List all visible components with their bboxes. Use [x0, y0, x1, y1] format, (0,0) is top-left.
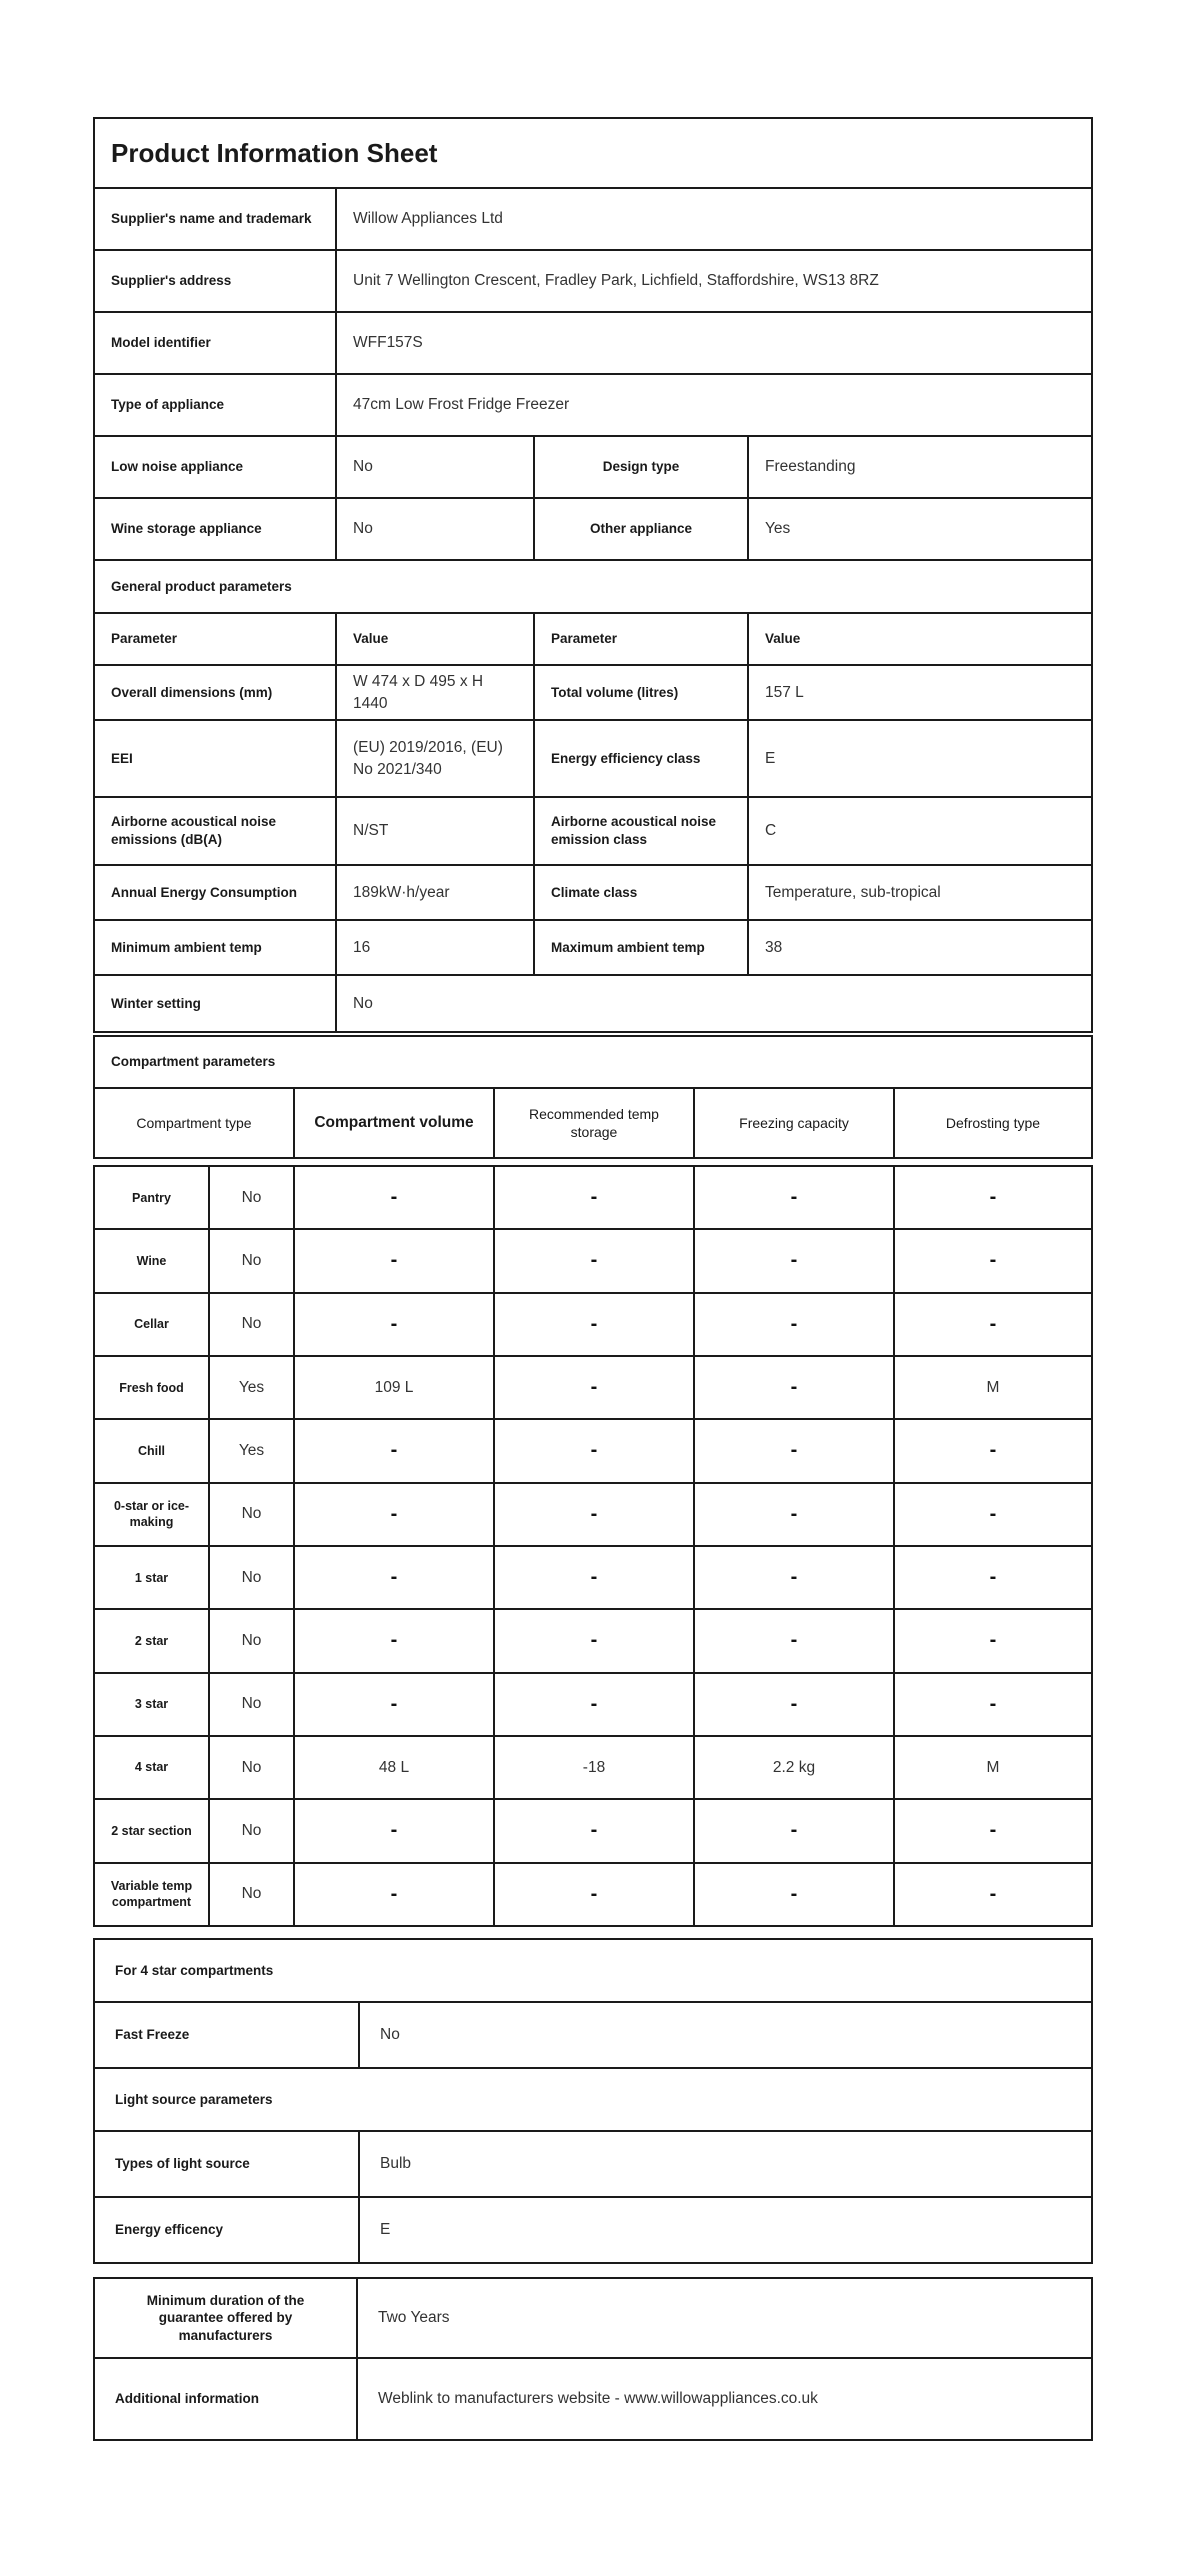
compartment-temp: - [495, 1674, 695, 1735]
col-freezing-capacity: Freezing capacity [695, 1089, 895, 1157]
compartment-present: No [210, 1674, 295, 1735]
compartment-heading: Compartment parameters [111, 1054, 276, 1070]
supplier-address-label: Supplier's address [95, 251, 337, 311]
additional-info-row [95, 2359, 1091, 2439]
compartment-present: Yes [210, 1420, 295, 1481]
compartment-present: No [210, 1864, 295, 1925]
compartment-name: Cellar [95, 1294, 210, 1355]
general-header-row [95, 614, 1091, 666]
compartment-freezing: - [695, 1294, 895, 1355]
compartment-row [95, 1864, 1091, 1925]
compartment-row [95, 1230, 1091, 1293]
compartment-volume: 109 L [295, 1357, 495, 1418]
noise-class-label: Airborne acoustical noise emission class [535, 798, 749, 864]
eei-row [95, 721, 1091, 798]
eei-value: (EU) 2019/2016, (EU) No 2021/340 [337, 721, 535, 796]
compartment-temp: -18 [495, 1737, 695, 1798]
light-efficiency-label: Energy efficency [95, 2198, 360, 2262]
compartment-row [95, 1610, 1091, 1673]
compartment-defrost: - [989, 1249, 997, 1272]
col-parameter-2: Parameter [535, 614, 749, 664]
compartment-temp: - [495, 1864, 695, 1925]
light-heading: Light source parameters [115, 2091, 273, 2107]
four-star-table [93, 1938, 1093, 2264]
compartment-volume: - [295, 1484, 495, 1545]
compartment-defrost: - [989, 1566, 997, 1589]
light-efficiency-row [95, 2198, 1091, 2262]
min-ambient-value: 16 [337, 921, 535, 974]
compartment-temp: - [495, 1610, 695, 1671]
compartment-header-table [93, 1035, 1093, 1159]
compartment-freezing: - [695, 1864, 895, 1925]
compartment-freezing: 2.2 kg [695, 1737, 895, 1798]
compartment-temp: - [495, 1357, 695, 1418]
compartment-name: 1 star [95, 1547, 210, 1608]
winter-setting-value: No [353, 994, 373, 1012]
compartment-volume: - [295, 1420, 495, 1481]
supplier-name-value: Willow Appliances Ltd [353, 210, 503, 228]
compartment-defrost: M [986, 1758, 1000, 1776]
other-appliance-label: Other appliance [535, 499, 749, 559]
appliance-type-label: Type of appliance [95, 375, 337, 435]
compartment-name: Fresh food [95, 1357, 210, 1418]
low-noise-label: Low noise appliance [95, 437, 337, 497]
col-compartment-type: Compartment type [95, 1089, 295, 1157]
compartment-name: 2 star [95, 1610, 210, 1671]
total-volume-value: 157 L [765, 683, 804, 701]
compartment-freezing: - [695, 1357, 895, 1418]
fast-freeze-value: No [380, 2026, 400, 2044]
wine-storage-label: Wine storage appliance [95, 499, 337, 559]
compartment-present: No [210, 1610, 295, 1671]
additional-info-label: Additional information [95, 2359, 358, 2439]
compartment-volume: - [295, 1230, 495, 1291]
wine-storage-value: No [337, 499, 535, 559]
compartment-columns-row [95, 1089, 1091, 1157]
low-noise-row [95, 437, 1091, 499]
compartment-present: No [210, 1230, 295, 1291]
overall-dimensions-label: Overall dimensions (mm) [95, 666, 337, 719]
eei-label: EEI [95, 721, 337, 796]
compartment-defrost: - [989, 1629, 997, 1652]
model-row [95, 313, 1091, 375]
col-value-1: Value [337, 614, 535, 664]
four-star-heading: For 4 star compartments [115, 1962, 274, 1978]
light-efficiency-value: E [380, 2221, 391, 2239]
model-value: WFF157S [353, 334, 423, 352]
max-ambient-label: Maximum ambient temp [535, 921, 749, 974]
compartment-temp: - [495, 1484, 695, 1545]
energy-class-value: E [765, 749, 776, 767]
compartment-temp: - [495, 1294, 695, 1355]
annual-energy-row [95, 866, 1091, 921]
ambient-row [95, 921, 1091, 976]
compartment-defrost: - [989, 1692, 997, 1715]
col-recommended-temp: Recommended temp storage [495, 1089, 695, 1157]
design-type-value: Freestanding [765, 458, 856, 476]
dimensions-row [95, 666, 1091, 721]
appliance-type-row [95, 375, 1091, 437]
supplier-address-row [95, 251, 1091, 313]
general-heading: General product parameters [111, 578, 292, 594]
compartment-present: No [210, 1294, 295, 1355]
compartment-freezing: - [695, 1674, 895, 1735]
compartment-volume: - [295, 1167, 495, 1228]
light-type-label: Types of light source [95, 2132, 360, 2196]
supplier-address-value: Unit 7 Wellington Crescent, Fradley Park, Lichfield, Staffordshire, WS13 8RZ [353, 272, 879, 290]
compartment-name: Variable temp compartment [95, 1864, 210, 1925]
compartment-freezing: - [695, 1420, 895, 1481]
compartment-row [95, 1420, 1091, 1483]
fast-freeze-label: Fast Freeze [95, 2003, 360, 2067]
supplier-name-row [95, 189, 1091, 251]
overall-dimensions-value: W 474 x D 495 x H 1440 [337, 666, 535, 719]
compartment-defrost: M [986, 1378, 1000, 1396]
col-parameter-1: Parameter [95, 614, 337, 664]
compartment-defrost: - [989, 1312, 997, 1335]
design-type-label: Design type [535, 437, 749, 497]
total-volume-label: Total volume (litres) [535, 666, 749, 719]
fast-freeze-row [95, 2003, 1091, 2069]
max-ambient-value: 38 [765, 938, 783, 956]
noise-row [95, 798, 1091, 866]
four-star-heading-row [95, 1940, 1091, 2003]
page-title: Product Information Sheet [111, 137, 438, 168]
winter-row [95, 976, 1091, 1031]
other-appliance-value: Yes [765, 520, 791, 538]
compartment-heading-row [95, 1037, 1091, 1089]
compartment-volume: 48 L [295, 1737, 495, 1798]
light-type-value: Bulb [380, 2155, 412, 2173]
guarantee-row [95, 2279, 1091, 2359]
compartment-volume: - [295, 1294, 495, 1355]
compartment-row [95, 1294, 1091, 1357]
compartment-temp: - [495, 1420, 695, 1481]
compartment-temp: - [495, 1800, 695, 1861]
compartment-temp: - [495, 1230, 695, 1291]
light-type-row [95, 2132, 1091, 2198]
compartment-name: 2 star section [95, 1800, 210, 1861]
compartment-temp: - [495, 1547, 695, 1608]
compartment-defrost: - [989, 1502, 997, 1525]
compartment-freezing: - [695, 1484, 895, 1545]
appliance-type-value: 47cm Low Frost Fridge Freezer [353, 396, 570, 414]
compartment-row [95, 1800, 1091, 1863]
compartment-freezing: - [695, 1610, 895, 1671]
compartment-name: 3 star [95, 1674, 210, 1735]
compartment-volume: - [295, 1864, 495, 1925]
guarantee-label: Minimum duration of the guarantee offered by manufacturers [95, 2279, 358, 2357]
compartment-row [95, 1547, 1091, 1610]
low-noise-value: No [337, 437, 535, 497]
supplier-name-label: Supplier's name and trademark [95, 189, 337, 249]
col-defrosting-type: Defrosting type [945, 1114, 1041, 1131]
compartment-present: No [210, 1167, 295, 1228]
compartment-freezing: - [695, 1230, 895, 1291]
col-compartment-volume: Compartment volume [295, 1089, 495, 1157]
compartment-present: No [210, 1547, 295, 1608]
model-label: Model identifier [95, 313, 337, 373]
noise-emissions-value: N/ST [337, 798, 535, 864]
climate-class-value: Temperature, sub-tropical [765, 883, 941, 901]
noise-emissions-label: Airborne acoustical noise emissions (dB(A) [95, 798, 337, 864]
additional-info-value: Weblink to manufacturers website - www.willowappliances.co.uk [378, 2390, 818, 2408]
compartment-volume: - [295, 1800, 495, 1861]
compartment-present: No [210, 1737, 295, 1798]
compartment-volume: - [295, 1547, 495, 1608]
energy-class-label: Energy efficiency class [535, 721, 749, 796]
compartment-name: Chill [95, 1420, 210, 1481]
compartment-freezing: - [695, 1167, 895, 1228]
compartment-row [95, 1357, 1091, 1420]
compartment-defrost: - [989, 1186, 997, 1209]
compartment-name: Pantry [95, 1167, 210, 1228]
compartment-volume: - [295, 1610, 495, 1671]
compartment-row [95, 1674, 1091, 1737]
compartment-name: 0-star or ice-making [95, 1484, 210, 1545]
winter-setting-label: Winter setting [95, 976, 337, 1031]
compartment-defrost: - [989, 1819, 997, 1842]
compartment-volume: - [295, 1674, 495, 1735]
annual-energy-value: 189kW·h/year [337, 866, 535, 919]
title-row [95, 119, 1091, 189]
compartment-freezing: - [695, 1800, 895, 1861]
compartment-row [95, 1167, 1091, 1230]
guarantee-table [93, 2277, 1093, 2441]
compartment-defrost: - [989, 1439, 997, 1462]
light-heading-row [95, 2069, 1091, 2132]
compartment-present: No [210, 1484, 295, 1545]
noise-class-value: C [765, 822, 777, 840]
compartment-present: Yes [210, 1357, 295, 1418]
general-heading-row [95, 561, 1091, 614]
product-info-table [93, 117, 1093, 1033]
compartment-defrost: - [989, 1882, 997, 1905]
col-value-2: Value [765, 631, 801, 647]
compartment-name: Wine [95, 1230, 210, 1291]
min-ambient-label: Minimum ambient temp [95, 921, 337, 974]
climate-class-label: Climate class [535, 866, 749, 919]
wine-storage-row [95, 499, 1091, 561]
guarantee-value: Two Years [378, 2309, 450, 2327]
compartment-freezing: - [695, 1547, 895, 1608]
compartment-row [95, 1737, 1091, 1800]
compartment-name: 4 star [95, 1737, 210, 1798]
compartment-row [95, 1484, 1091, 1547]
compartment-temp: - [495, 1167, 695, 1228]
compartment-rows-table [93, 1165, 1093, 1927]
annual-energy-label: Annual Energy Consumption [95, 866, 337, 919]
compartment-present: No [210, 1800, 295, 1861]
